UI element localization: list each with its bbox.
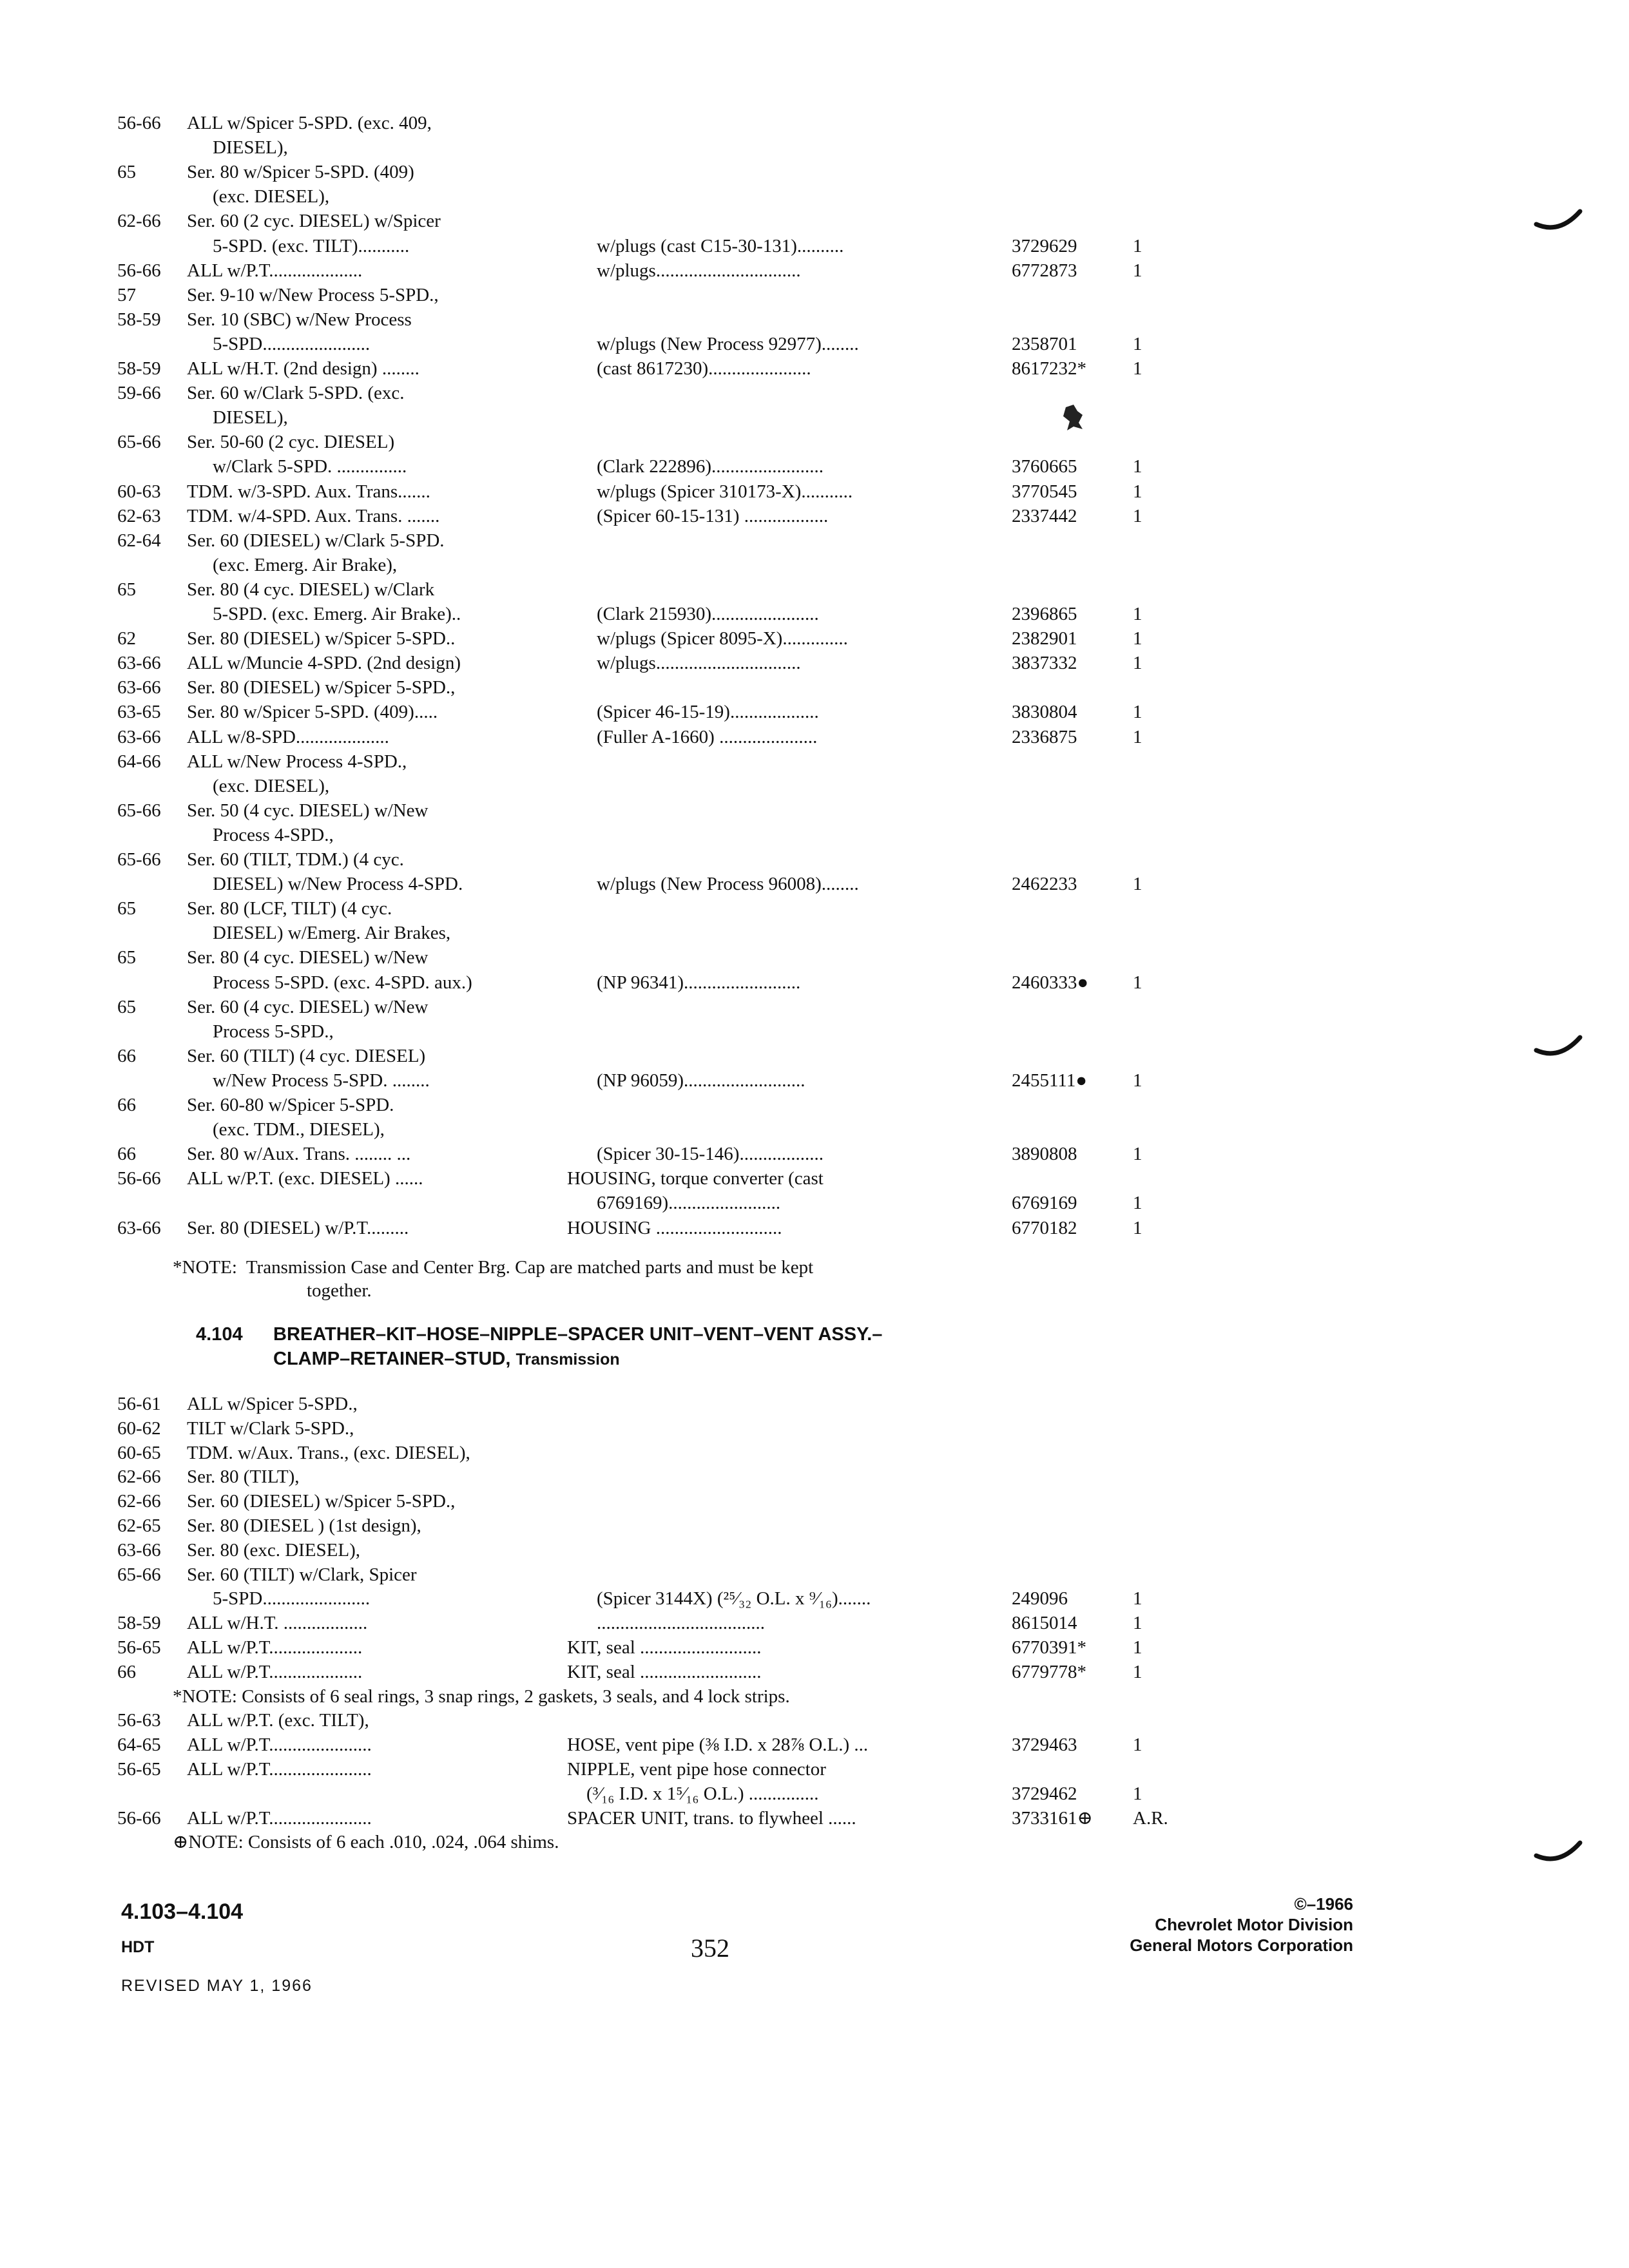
model-application: Ser. 80 (DIESEL) w/P.T.........	[187, 1217, 409, 1238]
quantity: 1	[1133, 481, 1142, 502]
model-application: ALL w/Spicer 5-SPD.,	[187, 1394, 358, 1414]
section-number: 4.104	[196, 1324, 243, 1345]
note-text: *NOTE: Consists of 6 seal rings, 3 snap rings, 2 gaskets, 3 seals, and 4 lock strips.	[173, 1686, 790, 1707]
part-description: (Clark 215930).......................	[597, 604, 819, 624]
model-year: 62-66	[117, 1491, 161, 1512]
model-year: 65	[117, 996, 136, 1017]
model-year: 58-59	[117, 358, 161, 379]
binding-mark-icon	[1534, 1031, 1585, 1063]
quantity: 1	[1133, 1217, 1142, 1238]
model-year: 66	[117, 1095, 136, 1115]
model-year: 57	[117, 284, 136, 305]
note-text: together.	[307, 1280, 372, 1301]
model-application: Process 5-SPD.,	[213, 1021, 334, 1042]
part-description: w/plugs (Spicer 8095-X)..............	[597, 628, 848, 649]
model-application: Ser. 80 w/Spicer 5-SPD. (409)	[187, 162, 414, 183]
model-year: 56-66	[117, 113, 161, 133]
quantity: 1	[1133, 358, 1142, 379]
quantity: 1	[1133, 1735, 1142, 1756]
model-application: Process 5-SPD. (exc. 4-SPD. aux.)	[213, 972, 472, 993]
model-year: 64-65	[117, 1735, 161, 1756]
model-year: 56-63	[117, 1710, 161, 1731]
part-number: 2455111●	[1012, 1070, 1087, 1091]
part-number: 2337442	[1012, 505, 1077, 526]
part-description: w/plugs (New Process 92977)........	[597, 333, 859, 354]
model-application: 5-SPD. (exc. Emerg. Air Brake)..	[213, 604, 461, 624]
model-application: w/Clark 5-SPD. ...............	[213, 456, 407, 477]
part-description: (Clark 222896)........................	[597, 456, 824, 477]
part-description: (NP 96059)..........................	[597, 1070, 805, 1091]
part-number: 2358701	[1012, 333, 1077, 354]
model-application: w/New Process 5-SPD. ........	[213, 1070, 430, 1091]
model-application: ALL w/Spicer 5-SPD. (exc. 409,	[187, 113, 432, 133]
footer-corporation: General Motors Corporation	[1130, 1936, 1353, 1955]
part-number: 3830804	[1012, 702, 1077, 723]
part-number: 3760665	[1012, 456, 1077, 477]
part-description: (cast 8617230)......................	[597, 358, 811, 379]
footer-division: Chevrolet Motor Division	[1155, 1915, 1353, 1934]
part-description: w/plugs (cast C15-30-131)..........	[597, 235, 844, 256]
part-number: 249096	[1012, 1588, 1068, 1610]
part-number: 2336875	[1012, 726, 1077, 747]
model-year: 63-65	[117, 702, 161, 723]
model-application: ALL w/H.T. ..................	[187, 1613, 368, 1634]
model-application: Ser. 50 (4 cyc. DIESEL) w/New	[187, 800, 429, 821]
part-number: 2396865	[1012, 604, 1077, 624]
quantity: 1	[1133, 1637, 1142, 1658]
model-application: Ser. 80 (4 cyc. DIESEL) w/New	[187, 947, 429, 968]
model-application: Ser. 80 w/Aux. Trans. ........ ...	[187, 1144, 411, 1165]
model-application: ALL w/P.T. (exc. TILT),	[187, 1710, 369, 1731]
model-year: 62-65	[117, 1515, 161, 1536]
model-year: 63-66	[117, 677, 161, 698]
model-year: 66	[117, 1144, 136, 1165]
model-year: 59-66	[117, 383, 161, 404]
part-description: (Fuller A-1660) .....................	[597, 726, 818, 747]
model-application: ALL w/P.T....................	[187, 1637, 363, 1658]
model-application: (exc. DIESEL),	[213, 775, 330, 796]
part-number: 3890808	[1012, 1144, 1077, 1165]
section-title-cont	[273, 1347, 620, 1372]
model-application: Ser. 9-10 w/New Process 5-SPD.,	[187, 284, 439, 305]
quantity: 1	[1133, 456, 1142, 477]
part-description: NIPPLE, vent pipe hose connector	[567, 1759, 826, 1780]
model-year: 63-66	[117, 653, 161, 674]
model-year: 65-66	[117, 432, 161, 453]
model-year: 62-63	[117, 505, 161, 526]
model-year: 65-66	[117, 800, 161, 821]
model-application: Ser. 80 (DIESEL) w/Spicer 5-SPD.,	[187, 677, 456, 698]
model-application: Ser. 80 w/Spicer 5-SPD. (409).....	[187, 702, 438, 723]
quantity: 1	[1133, 1613, 1142, 1634]
model-year: 66	[117, 1661, 136, 1682]
part-number: 3733161⊕	[1012, 1807, 1093, 1829]
part-number: 3729462	[1012, 1783, 1077, 1804]
binding-mark-icon	[1534, 1836, 1585, 1869]
model-application: Ser. 10 (SBC) w/New Process	[187, 309, 412, 330]
part-number: 2382901	[1012, 628, 1077, 649]
model-application: DIESEL) w/Emerg. Air Brakes,	[213, 923, 451, 944]
model-application: ALL w/P.T......................	[187, 1759, 372, 1780]
model-year: 56-65	[117, 1637, 161, 1658]
quantity: 1	[1133, 874, 1142, 895]
model-year: 58-59	[117, 309, 161, 330]
quantity: 1	[1133, 1783, 1142, 1804]
quantity: 1	[1133, 628, 1142, 649]
ink-blot-icon	[1061, 403, 1086, 433]
model-application: ALL w/P.T....................	[187, 260, 363, 281]
model-year: 62-66	[117, 1466, 161, 1488]
binding-mark-icon	[1534, 205, 1585, 237]
part-description: KIT, seal ..........................	[567, 1661, 762, 1682]
note-text: ⊕NOTE: Consists of 6 each .010, .024, .064 shims.	[173, 1832, 559, 1853]
model-application: Ser. 80 (LCF, TILT) (4 cyc.	[187, 898, 392, 919]
model-application: Ser. 60 w/Clark 5-SPD. (exc.	[187, 383, 405, 404]
part-description: (Spicer 3144X) (²⁵⁄₃₂ O.L. x ⁹⁄₁₆).......	[597, 1588, 871, 1610]
model-application: Ser. 50-60 (2 cyc. DIESEL)	[187, 432, 395, 453]
part-description: w/plugs (Spicer 310173-X)...........	[597, 481, 853, 502]
model-year: 60-62	[117, 1418, 161, 1439]
model-application: ALL w/P.T......................	[187, 1735, 372, 1756]
model-application: 5-SPD.......................	[213, 1588, 371, 1610]
section-title-suffix: Transmission	[516, 1350, 620, 1369]
model-application: Ser. 60 (TILT, TDM.) (4 cyc.	[187, 849, 404, 870]
model-year: 56-66	[117, 1807, 161, 1829]
note-text: *NOTE: Transmission Case and Center Brg. Cap are matched parts and must be kept	[173, 1257, 814, 1278]
model-year: 63-66	[117, 1539, 161, 1561]
quantity: 1	[1133, 1144, 1142, 1165]
model-application: Ser. 60 (TILT) (4 cyc. DIESEL)	[187, 1045, 426, 1066]
footer-series: HDT	[121, 1938, 155, 1956]
model-year: 56-61	[117, 1394, 161, 1414]
quantity: 1	[1133, 702, 1142, 723]
part-number: 6770391*	[1012, 1637, 1086, 1658]
part-description: SPACER UNIT, trans. to flywheel ......	[567, 1807, 856, 1829]
quantity: 1	[1133, 1070, 1142, 1091]
model-year: 56-66	[117, 1168, 161, 1189]
model-application: TDM. w/3-SPD. Aux. Trans.......	[187, 481, 430, 502]
section-title: BREATHER–KIT–HOSE–NIPPLE–SPACER UNIT–VENT–VENT ASSY.–	[273, 1324, 883, 1345]
model-application: ALL w/H.T. (2nd design) ........	[187, 358, 419, 379]
model-application: TDM. w/4-SPD. Aux. Trans. .......	[187, 505, 440, 526]
model-year: 64-66	[117, 751, 161, 772]
part-description: HOSE, vent pipe (⅜ I.D. x 28⅞ O.L.) ...	[567, 1735, 869, 1756]
part-number: 8615014	[1012, 1613, 1077, 1634]
part-description: (Spicer 60-15-131) ..................	[597, 505, 829, 526]
part-description: HOUSING, torque converter (cast	[567, 1168, 824, 1189]
model-year: 62	[117, 628, 136, 649]
note-case-matched-cont	[0, 1278, 372, 1303]
footer-copyright: ©–1966	[1294, 1894, 1353, 1914]
model-application: ALL w/Muncie 4-SPD. (2nd design)	[187, 653, 461, 674]
part-number: 6770182	[1012, 1217, 1077, 1238]
model-year: 66	[117, 1045, 136, 1066]
part-number: 3770545	[1012, 481, 1077, 502]
quantity: 1	[1133, 235, 1142, 256]
model-application: ALL w/8-SPD....................	[187, 726, 389, 747]
part-number: 2462233	[1012, 874, 1077, 895]
quantity: 1	[1133, 726, 1142, 747]
model-application: Ser. 80 (TILT),	[187, 1466, 300, 1488]
quantity: 1	[1133, 260, 1142, 281]
quantity: 1	[1133, 604, 1142, 624]
part-description: (Spicer 30-15-146)..................	[597, 1144, 824, 1165]
model-application: Ser. 80 (4 cyc. DIESEL) w/Clark	[187, 579, 435, 600]
model-year: 58-59	[117, 1613, 161, 1634]
model-application: Ser. 60 (DIESEL) w/Clark 5-SPD.	[187, 530, 445, 551]
model-application: Ser. 80 (exc. DIESEL),	[187, 1539, 360, 1561]
model-year: 62-66	[117, 211, 161, 232]
model-application: Process 4-SPD.,	[213, 824, 334, 845]
page-number: 352	[691, 1934, 729, 1963]
quantity: 1	[1133, 972, 1142, 993]
model-year: 65	[117, 579, 136, 600]
model-application: (exc. DIESEL),	[213, 186, 330, 207]
model-year: 56-66	[117, 260, 161, 281]
model-application: 5-SPD. (exc. TILT)...........	[213, 235, 410, 256]
part-description: HOUSING ...........................	[567, 1217, 782, 1238]
model-application: Ser. 60 (DIESEL) w/Spicer 5-SPD.,	[187, 1491, 456, 1512]
model-application: ALL w/P.T. (exc. DIESEL) ......	[187, 1168, 423, 1189]
model-application: DIESEL),	[213, 137, 288, 159]
model-year: 65	[117, 162, 136, 183]
model-application: ALL w/New Process 4-SPD.,	[187, 751, 407, 772]
quantity: 1	[1133, 1588, 1142, 1610]
quantity: 1	[1133, 505, 1142, 526]
model-year: 60-65	[117, 1442, 161, 1463]
section-title-part: CLAMP–RETAINER–STUD,	[273, 1349, 511, 1369]
part-description: w/plugs (New Process 96008)........	[597, 874, 859, 895]
model-year: 65	[117, 898, 136, 919]
part-number: 6772873	[1012, 260, 1077, 281]
model-application: ALL w/P.T....................	[187, 1661, 363, 1682]
quantity: 1	[1133, 1661, 1142, 1682]
part-description: KIT, seal ..........................	[567, 1637, 762, 1658]
footer-ref: 4.103–4.104	[121, 1899, 244, 1924]
part-number: 8617232*	[1012, 358, 1086, 379]
model-application: Ser. 80 (DIESEL) w/Spicer 5-SPD..	[187, 628, 456, 649]
model-year: 63-66	[117, 726, 161, 747]
model-application: Ser. 80 (DIESEL ) (1st design),	[187, 1515, 421, 1536]
part-description: ....................................	[597, 1613, 765, 1634]
part-description: (NP 96341).........................	[597, 972, 801, 993]
part-number: 6769169	[1012, 1193, 1077, 1214]
model-year: 65-66	[117, 1564, 161, 1585]
footer-revised: REVISED MAY 1, 1966	[121, 1977, 313, 1995]
model-application: TDM. w/Aux. Trans., (exc. DIESEL),	[187, 1442, 470, 1463]
part-description: 6769169)........................	[597, 1193, 781, 1214]
model-year: 62-64	[117, 530, 161, 551]
model-application: DIESEL),	[213, 407, 288, 428]
model-year: 65-66	[117, 849, 161, 870]
part-number: 2460333●	[1012, 972, 1089, 993]
quantity: A.R.	[1133, 1807, 1168, 1829]
part-number: 3837332	[1012, 653, 1077, 674]
part-description: w/plugs...............................	[597, 653, 801, 674]
model-year: 63-66	[117, 1217, 161, 1238]
model-application: Ser. 60-80 w/Spicer 5-SPD.	[187, 1095, 394, 1115]
model-year: 56-65	[117, 1759, 161, 1780]
model-year: 60-63	[117, 481, 161, 502]
part-number: 3729463	[1012, 1735, 1077, 1756]
note-case-matched	[0, 1255, 814, 1280]
quantity: 1	[1133, 1193, 1142, 1214]
part-description: (³⁄₁₆ I.D. x 1⁵⁄₁₆ O.L.) ...............	[586, 1783, 819, 1804]
model-application: Ser. 60 (TILT) w/Clark, Spicer	[187, 1564, 417, 1585]
model-year: 65	[117, 947, 136, 968]
model-application: Ser. 60 (2 cyc. DIESEL) w/Spicer	[187, 211, 441, 232]
model-application: Ser. 60 (4 cyc. DIESEL) w/New	[187, 996, 429, 1017]
quantity: 1	[1133, 653, 1142, 674]
model-application: 5-SPD.......................	[213, 333, 371, 354]
model-application: (exc. TDM., DIESEL),	[213, 1119, 385, 1140]
model-application: (exc. Emerg. Air Brake),	[213, 554, 398, 575]
quantity: 1	[1133, 333, 1142, 354]
part-description: (Spicer 46-15-19)...................	[597, 702, 819, 723]
model-application: DIESEL) w/New Process 4-SPD.	[213, 874, 463, 895]
part-description: w/plugs...............................	[597, 260, 801, 281]
model-application: ALL w/P.T......................	[187, 1807, 372, 1829]
part-number: 3729629	[1012, 235, 1077, 256]
part-number: 6779778*	[1012, 1661, 1086, 1682]
model-application: TILT w/Clark 5-SPD.,	[187, 1418, 354, 1439]
